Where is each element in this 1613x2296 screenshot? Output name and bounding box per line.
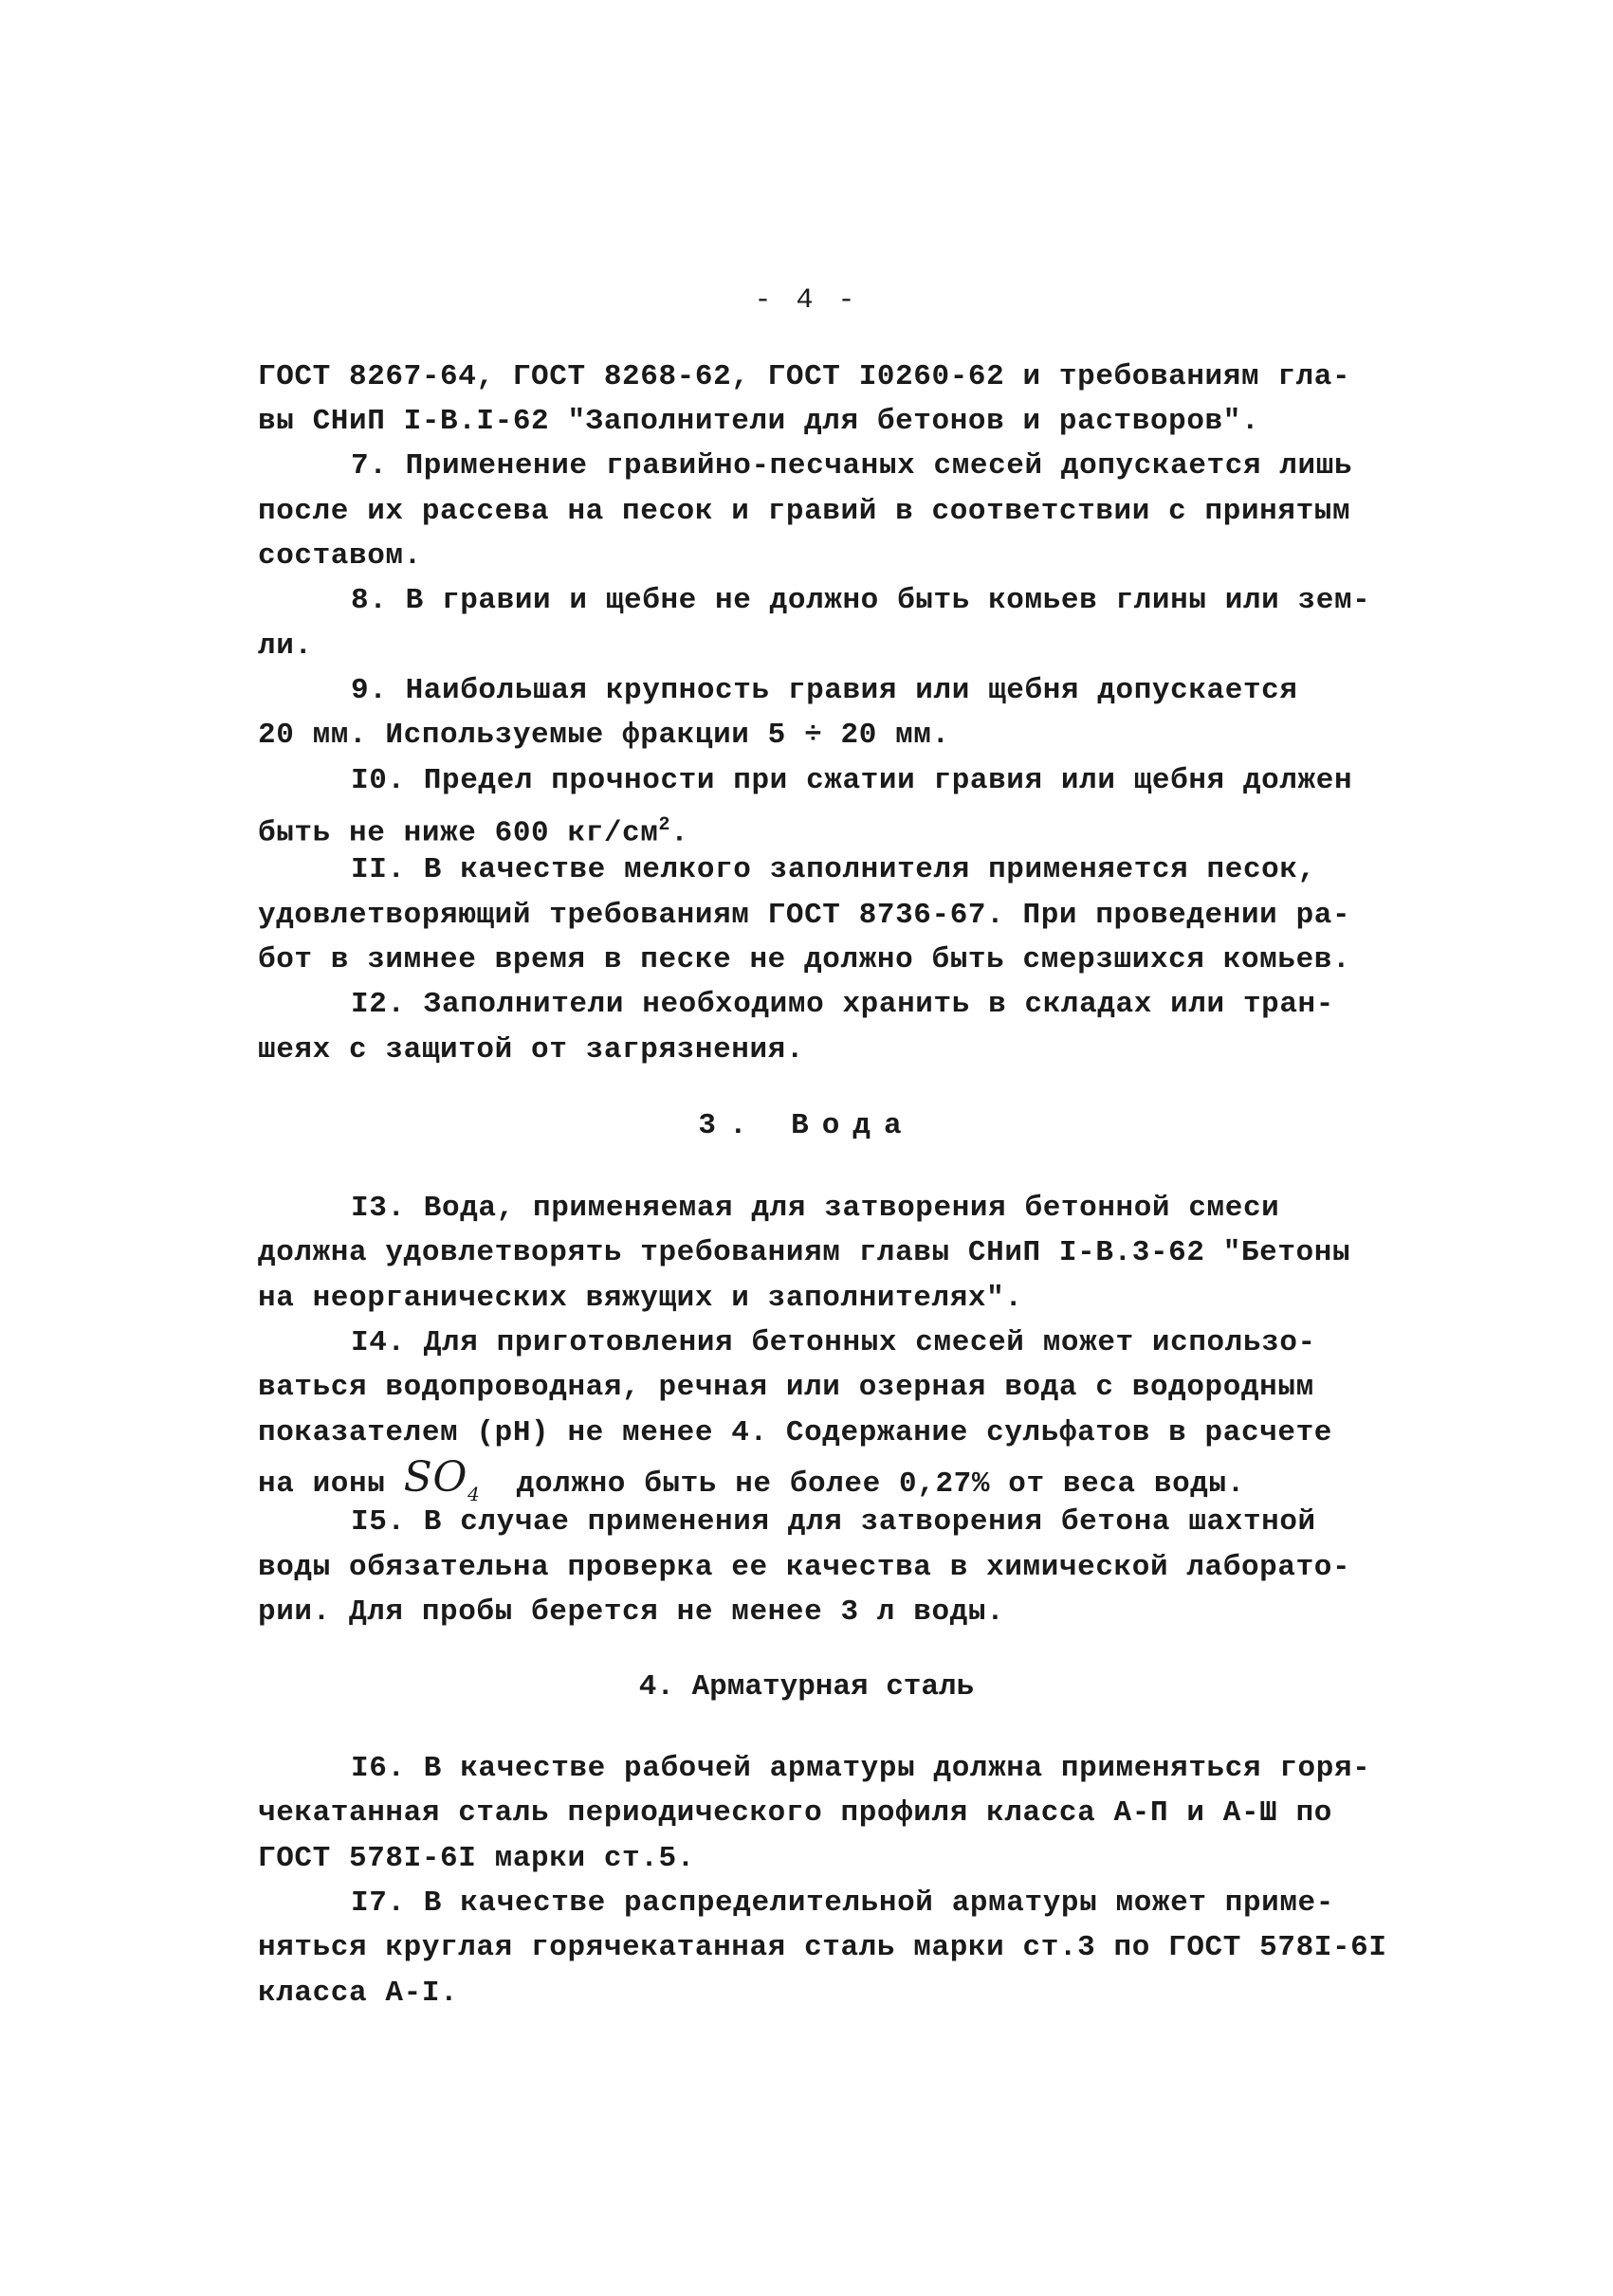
text-line: воды обязательна проверка ее качества в химической лаборато- [258,1551,1351,1584]
text-line: ГОСТ 8267-64, ГОСТ 8268-62, ГОСТ I0260-62 и требованиям гла- [258,360,1351,393]
text-line: показателем (pH) не менее 4. Содержание сульфатов в расчете [258,1416,1332,1449]
text-line: вы СНиП I-В.I-62 "Заполнители для бетонов и растворов". [258,405,1260,438]
text-line: после их рассева на песок и гравий в соответствии с принятым [258,495,1351,528]
paragraph-9: 9. Наибольшая крупность гравия или щебня допускается [351,674,1298,707]
text-line [258,807,688,852]
superscript-2: 2 [658,814,671,836]
paragraph-15: I5. В случае применения для затворения бетона шахтной [351,1505,1316,1539]
paragraph-12: I2. Заполнители необходимо хранить в складах или тран- [351,988,1334,1021]
formula-so: SO [403,1453,468,1502]
text-line: няться круглая горячекатанная сталь марки ст.3 по ГОСТ 578I-6I [258,1931,1387,1964]
text-line: удовлетворяющий требованиям ГОСТ 8736-67. При проведении ра- [258,899,1351,932]
section-heading-4: 4. Арматурная сталь [638,1670,975,1704]
strength-text: быть не ниже 600 кг/см [258,816,659,850]
text-line: ли. [258,629,313,663]
text-line: должна удовлетворять требованиям главы СНиП I-В.3-62 "Бетоны [258,1236,1351,1269]
paragraph-14: I4. Для приготовления бетонных смесей может использо- [351,1326,1316,1359]
text-line: шеях с защитой от загрязнения. [258,1033,805,1066]
text-line: на неорганических вяжущих и заполнителях". [258,1282,1023,1315]
paragraph-7: 7. Применение гравийно-песчаных смесей допускается лишь [351,449,1353,483]
period: . [670,816,689,850]
text-line: рии. Для пробы берется не менее 3 л воды. [258,1595,1005,1629]
paragraph-8: 8. В гравии и щебне не должно быть комьев глины или зем- [351,584,1371,617]
text-line: составом. [258,539,422,573]
text-line: 20 мм. Используемые фракции 5 ÷ 20 мм. [258,719,950,752]
formula-subscript: 4 [467,1482,481,1505]
text-line: чекатанная сталь периодического профиля класса А-П и А-Ш по [258,1796,1332,1830]
paragraph-11: II. В качестве мелкого заполнителя применяется песок, [351,853,1316,886]
sulfate-formula [403,1453,481,1505]
text-line: ваться водопроводная, речная или озерная вода с водородным [258,1371,1314,1404]
paragraph-10: I0. Предел прочности при сжатии гравия или щебня должен [351,764,1353,797]
ions-label: на ионы [258,1467,404,1501]
sulfate-limit-text: должно быть не более 0,27% от веса воды. [480,1467,1245,1501]
section-heading-3: 3. Вода [698,1109,915,1142]
text-line: ГОСТ 578I-6I марки ст.5. [258,1842,695,1875]
paragraph-16: I6. В качестве рабочей арматуры должна применяться горя- [351,1752,1371,1785]
paragraph-17: I7. В качестве распределительной арматуры может приме- [351,1886,1334,1920]
page-number: - 4 - [754,284,859,317]
text-line: класса А-I. [258,1977,459,2010]
text-line: бот в зимнее время в песке не должно быть смерзшихся комьев. [258,943,1351,976]
paragraph-13: I3. Вода, применяемая для затворения бетонной смеси [351,1192,1280,1225]
